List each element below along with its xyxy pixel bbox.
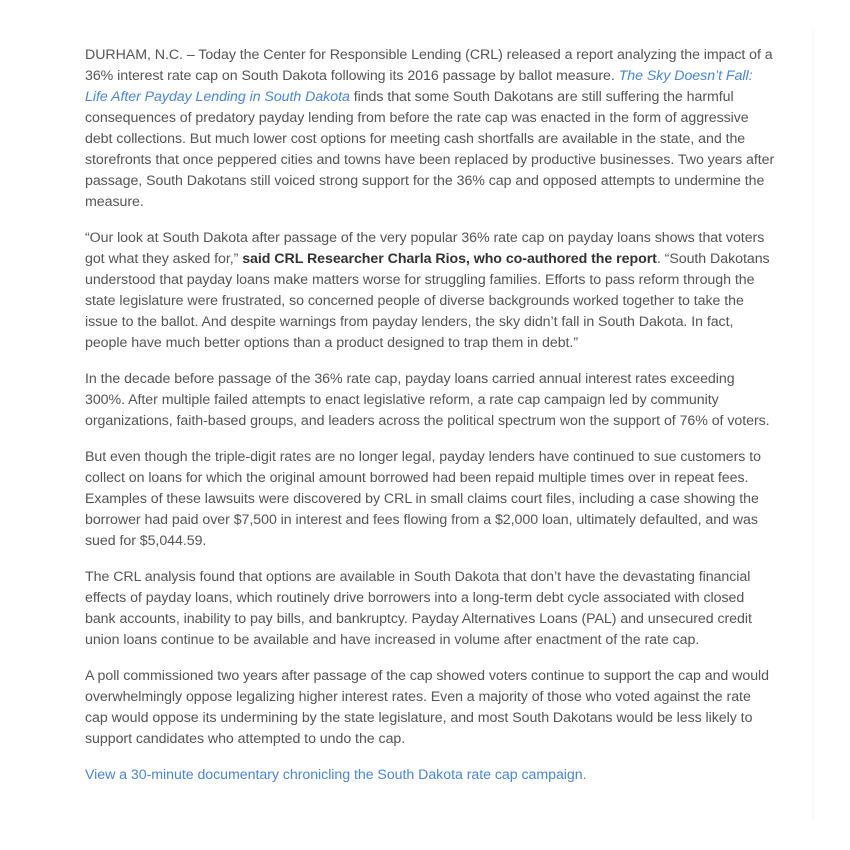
intro-text-b: finds that some South Dakotans are still suffering the harmful consequences of predatory payday lending from before the rate cap was enacted in the form of aggressive debt collections. But much lower cost options for meeting cash shortfalls are available in the state, and the storefronts that once peppered cities and towns have been replaced by productive businesses. Two years after passage, South Dakotans still voiced strong support for the 36% cap and opposed attempts to undermine the measure. [85, 89, 775, 210]
paragraph-documentary [85, 765, 775, 786]
paragraph-intro [85, 45, 775, 213]
paragraph-analysis: The CRL analysis found that options are available in South Dakota that don’t have the devastating financial effects of payday loans, which routinely drive borrowers into a long-term debt cycle associated with closed bank accounts, inability to pay bills, and bankruptcy. Payday Alternatives Loans (PAL) and unsecured credit union loans continue to be available and have increased in volume after enactment of the rate cap. [85, 569, 752, 648]
quote-text-a: “Our look at South Dakota after passage of the very popular 36% rate cap on payday loans shows that voters got what they asked for,” [85, 230, 765, 267]
quote-attribution: said CRL Researcher Charla Rios, who co-authored the report [242, 251, 657, 267]
intro-text-a: DURHAM, N.C. – Today the Center for Responsible Lending (CRL) released a report analyzing the impact of a 36% interest rate cap on South Dakota following its 2016 passage by ballot measure. [85, 47, 773, 84]
documentary-link[interactable]: View a 30-minute documentary chronicling the South Dakota rate cap campaign. [85, 767, 587, 783]
report-title-link[interactable]: The Sky Doesn’t Fall: Life After Payday Lending in South Dakota [85, 68, 753, 105]
press-release-article [85, 45, 775, 801]
paragraph-history: In the decade before passage of the 36% rate cap, payday loans carried annual interest rates exceeding 300%. After multiple failed attempts to enact legislative reform, a rate cap campaign led by community organizations, faith-based groups, and leaders across the political spectrum won the support of 76% of voters. [85, 371, 770, 429]
paragraph-lawsuits: But even though the triple-digit rates are no longer legal, payday lenders have continued to sue customers to collect on loans for which the original amount borrowed had been repaid multiple times over in repeat fees. Examples of these lawsuits were discovered by CRL in small claims court files, including a case showing the borrower had paid over $7,500 in interest and fees flowing from a $2,000 loan, ultimately defaulted, and was sued for $5,044.59. [85, 449, 761, 549]
quote-text-b: . “South Dakotans understood that payday loans make matters worse for struggling families. Efforts to pass reform through the state legislature were frustrated, so concerned people of diverse backgrounds worked together to take the issue to the ballot. And despite warnings from payday lenders, the sky didn’t fall in South Dakota. In fact, people have much better options than a product designed to trap them in debt.” [85, 251, 770, 351]
paragraph-poll: A poll commissioned two years after passage of the cap showed voters continue to support the cap and would overwhelmingly oppose legalizing higher interest rates. Even a majority of those who voted against the rate cap would oppose its undermining by the state legislature, and most South Dakotans would be less likely to support candidates who attempted to undo the cap. [85, 668, 769, 747]
paragraph-quote [85, 228, 775, 354]
